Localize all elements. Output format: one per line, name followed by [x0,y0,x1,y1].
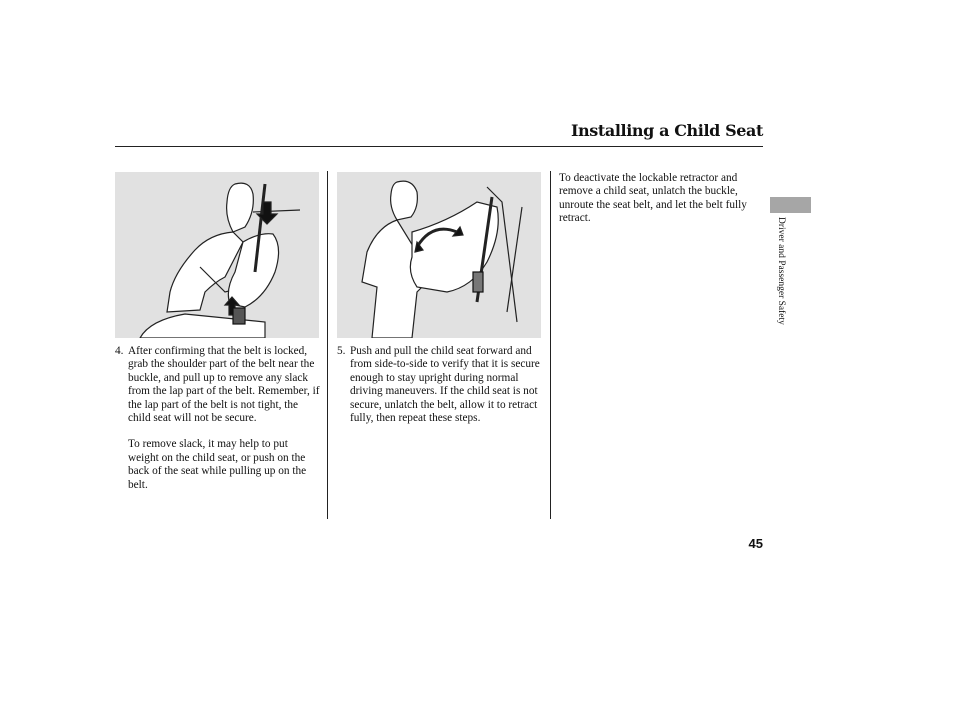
illustration-test-seat-drawing [337,172,541,338]
middle-column [337,345,542,425]
step-4-followup: To remove slack, it may help to put weight on the child seat, or push on the back of the seat while pulling up on the belt. [128,438,307,491]
header-rule [115,146,763,147]
step-4-number: 4. [115,345,124,357]
section-label: Driver and Passenger Safety [776,217,786,325]
step-5-number: 5. [337,345,346,357]
deactivate-retractor-text: To deactivate the lockable retractor and remove a child seat, unlatch the buckle, unroute the seat belt, and let the belt fully retract. [559,172,747,225]
step-4-text: After confirming that the belt is locked, grab the shoulder part of the belt near the buckle, and pull up to remove any slack from the lap part of the belt. Remember, if the lap part of the belt is not tight, the child seat will not be secure. [128,345,320,425]
illustration-test-seat [337,172,541,338]
page-title: Installing a Child Seat [570,121,763,140]
step-5-text: Push and pull the child seat forward and from side-to-side to verify that it is secure enough to stay upright during normal driving maneuvers. If the child seat is not secure, unlatch the belt, allow it to retract fully, then repeat these steps. [350,345,540,425]
column-divider-2 [550,171,551,519]
right-column [559,172,763,226]
illustration-tighten-belt-drawing [115,172,319,338]
step-5 [337,345,542,425]
page-number: 45 [748,536,763,551]
left-column [115,345,320,492]
column-divider-1 [327,171,328,519]
section-tab [770,197,811,213]
step-4 [115,345,320,425]
illustration-tighten-belt [115,172,319,338]
